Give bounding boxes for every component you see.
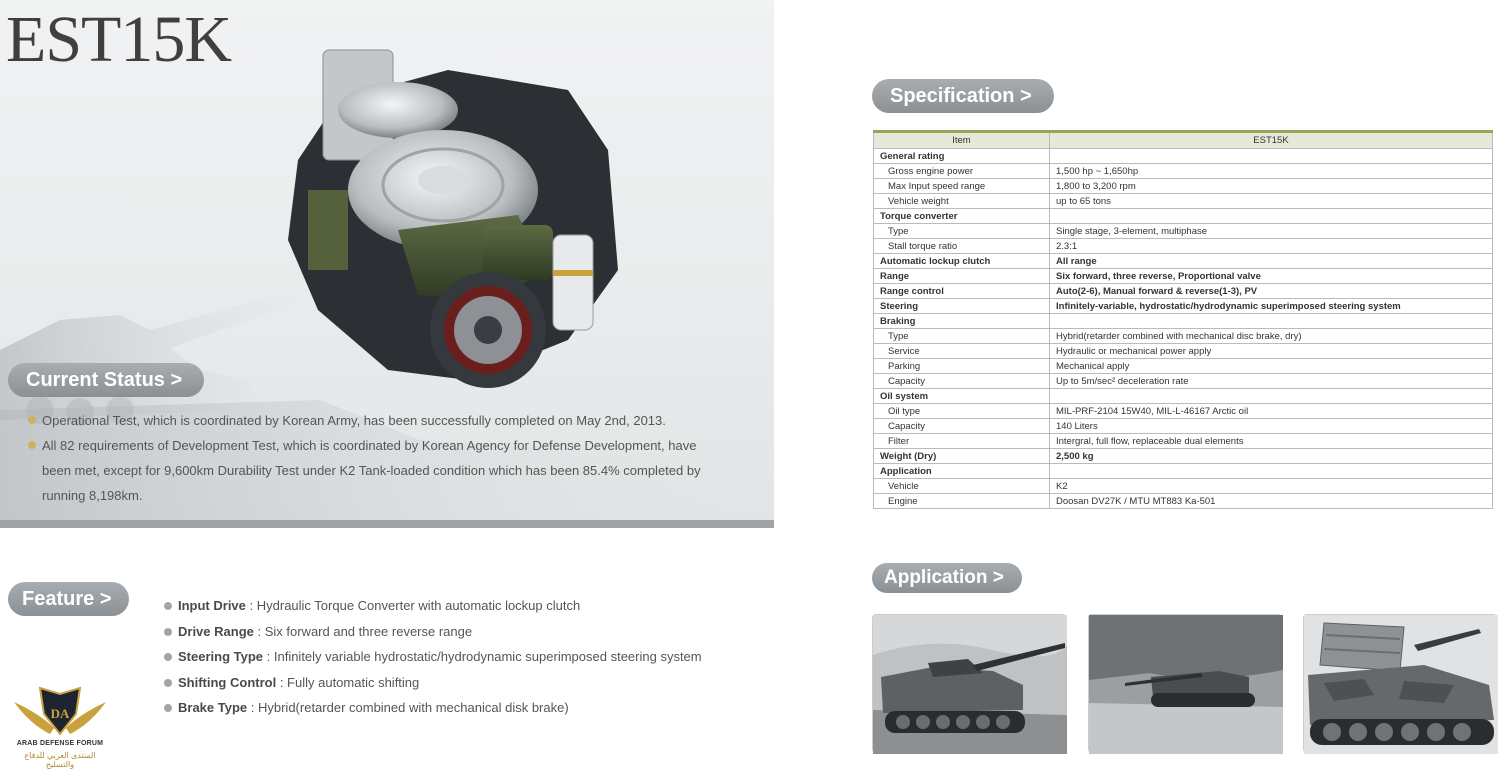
hero-divider: [0, 520, 774, 528]
table-row: [874, 359, 1493, 374]
spec-value-cell: [1050, 314, 1493, 329]
hero-panel: [0, 0, 774, 528]
spec-item-cell: Stall torque ratio: [874, 239, 1050, 254]
spec-value-cell: Six forward, three reverse, Proportional valve: [1050, 269, 1493, 284]
feature-value: Six forward and three reverse range: [264, 623, 473, 639]
bullet-icon: [164, 679, 172, 687]
spec-value-cell: Doosan DV27K / MTU MT883 Ka-501: [1050, 494, 1493, 509]
table-row: [874, 479, 1493, 494]
tank-photo-2: [1088, 614, 1282, 753]
spec-item-cell: Weight (Dry): [874, 449, 1050, 464]
specification-table: [873, 130, 1493, 509]
spec-value-cell: [1050, 209, 1493, 224]
spec-item-cell: General rating: [874, 149, 1050, 164]
spec-value-cell: [1050, 464, 1493, 479]
column-header-model: EST15K: [1050, 132, 1493, 149]
spec-item-cell: Filter: [874, 434, 1050, 449]
feature-key: Input Drive: [178, 598, 246, 613]
tank-photo-2-image: [1089, 615, 1283, 754]
feature-separator: :: [247, 700, 258, 715]
feature-value: Fully automatic shifting: [287, 674, 420, 690]
bullet-icon: [164, 628, 172, 636]
feature-separator: :: [245, 598, 257, 613]
feature-value: Hybrid(retarder combined with mechanical disk brake): [257, 700, 569, 715]
spec-value-cell: 140 Liters: [1050, 419, 1493, 434]
spec-item-cell: Automatic lockup clutch: [874, 254, 1050, 269]
status-text: All 82 requirements of Development Test, which is coordinated by Korean Agency for Defense Development, have been met, except for 9,600km Durability Test under K2 Tank-loaded condition which has been 85.4% completed by running 8,198km.: [42, 438, 701, 503]
spec-value-cell: Hybrid(retarder combined with mechanical disc brake, dry): [1050, 329, 1493, 344]
status-item: [28, 408, 718, 433]
table-row: [874, 164, 1493, 179]
table-row: [874, 344, 1493, 359]
spec-value-cell: Single stage, 3-element, multiphase: [1050, 224, 1493, 239]
logo-text-english: ARAB DEFENSE FORUM: [16, 740, 104, 747]
spec-item-cell: Oil type: [874, 404, 1050, 419]
table-row: [874, 389, 1493, 404]
spec-value-cell: 2.3:1: [1050, 239, 1493, 254]
page-title: EST15K: [6, 3, 231, 76]
spec-item-cell: Capacity: [874, 374, 1050, 389]
feature-key: Shifting Control: [178, 674, 277, 690]
feature-value: Hydraulic Torque Converter with automatic lockup clutch: [256, 598, 581, 613]
tank-photo-1: [872, 614, 1066, 753]
feature-separator: :: [253, 623, 265, 639]
bullet-icon: [164, 704, 172, 712]
table-row: [874, 254, 1493, 269]
spec-item-cell: Application: [874, 464, 1050, 479]
table-header-row: [874, 132, 1493, 149]
spec-item-cell: Type: [874, 224, 1050, 239]
current-status-list: [28, 408, 718, 508]
spec-item-cell: Steering: [874, 299, 1050, 314]
current-status-heading: Current Status >: [8, 363, 204, 397]
spec-item-cell: Vehicle weight: [874, 194, 1050, 209]
feature-key: Brake Type: [178, 700, 248, 715]
logo-mark: DA: [50, 706, 70, 721]
feature-item: [164, 619, 702, 645]
application-heading: Application >: [872, 563, 1022, 593]
tank-photo-3: [1303, 614, 1497, 753]
feature-value: Infinitely variable hydrostatic/hydrodynamic superimposed steering system: [273, 649, 702, 664]
table-row: [874, 449, 1493, 464]
table-row: [874, 314, 1493, 329]
table-row: [874, 224, 1493, 239]
spec-value-cell: [1050, 389, 1493, 404]
spec-item-cell: Gross engine power: [874, 164, 1050, 179]
table-row: [874, 209, 1493, 224]
spec-value-cell: 1,500 hp ~ 1,650hp: [1050, 164, 1493, 179]
spec-item-cell: Oil system: [874, 389, 1050, 404]
table-row: [874, 179, 1493, 194]
tank-photo-3-image: [1304, 615, 1498, 754]
spec-value-cell: up to 65 tons: [1050, 194, 1493, 209]
spec-item-cell: Capacity: [874, 419, 1050, 434]
feature-separator: :: [276, 674, 288, 690]
bullet-icon: [28, 441, 36, 449]
feature-list: [164, 593, 702, 721]
feature-key: Steering Type: [178, 649, 264, 664]
table-row: [874, 284, 1493, 299]
spec-item-cell: Vehicle: [874, 479, 1050, 494]
table-row: [874, 269, 1493, 284]
logo-text-arabic: المنتدى العربي للدفاع والتسليح: [24, 751, 96, 769]
status-item: [28, 433, 718, 508]
table-row: [874, 494, 1493, 509]
specification-table-body: [874, 149, 1493, 509]
spec-value-cell: Hydraulic or mechanical power apply: [1050, 344, 1493, 359]
spec-value-cell: Infinitely-variable, hydrostatic/hydrodynamic superimposed steering system: [1050, 299, 1493, 314]
feature-key: Drive Range: [178, 623, 254, 639]
status-text: Operational Test, which is coordinated by Korean Army, has been successfully completed on May 2nd, 2013.: [42, 413, 666, 428]
feature-separator: :: [263, 649, 274, 664]
spec-value-cell: Intergral, full flow, replaceable dual elements: [1050, 434, 1493, 449]
spec-value-cell: MIL-PRF-2104 15W40, MIL-L-46167 Arctic oil: [1050, 404, 1493, 419]
spec-value-cell: 1,800 to 3,200 rpm: [1050, 179, 1493, 194]
spec-item-cell: Range: [874, 269, 1050, 284]
bullet-icon: [28, 416, 36, 424]
tank-photo-1-image: [873, 615, 1067, 754]
spec-value-cell: K2: [1050, 479, 1493, 494]
spec-item-cell: Range control: [874, 284, 1050, 299]
spec-value-cell: 2,500 kg: [1050, 449, 1493, 464]
table-row: [874, 299, 1493, 314]
feature-item: [164, 593, 702, 619]
feature-item: [164, 644, 702, 670]
spec-item-cell: Engine: [874, 494, 1050, 509]
table-row: [874, 404, 1493, 419]
feature-item: [164, 695, 702, 721]
spec-item-cell: Max Input speed range: [874, 179, 1050, 194]
table-row: [874, 464, 1493, 479]
feature-heading: Feature >: [8, 582, 129, 616]
table-row: [874, 329, 1493, 344]
spec-item-cell: Parking: [874, 359, 1050, 374]
table-row: [874, 434, 1493, 449]
bullet-icon: [164, 653, 172, 661]
transmission-engine-image: [268, 40, 638, 400]
spec-value-cell: Mechanical apply: [1050, 359, 1493, 374]
table-row: [874, 374, 1493, 389]
table-row: [874, 149, 1493, 164]
spec-value-cell: [1050, 149, 1493, 164]
spec-item-cell: Type: [874, 329, 1050, 344]
table-row: [874, 239, 1493, 254]
spec-value-cell: All range: [1050, 254, 1493, 269]
spec-value-cell: Up to 5m/sec² deceleration rate: [1050, 374, 1493, 389]
bullet-icon: [164, 602, 172, 610]
spec-item-cell: Braking: [874, 314, 1050, 329]
table-row: [874, 419, 1493, 434]
table-row: [874, 194, 1493, 209]
specification-heading: Specification >: [872, 79, 1054, 113]
column-header-item: Item: [874, 132, 1050, 149]
spec-value-cell: Auto(2-6), Manual forward & reverse(1-3), PV: [1050, 284, 1493, 299]
spec-item-cell: Service: [874, 344, 1050, 359]
feature-item: [164, 670, 702, 696]
spec-item-cell: Torque converter: [874, 209, 1050, 224]
